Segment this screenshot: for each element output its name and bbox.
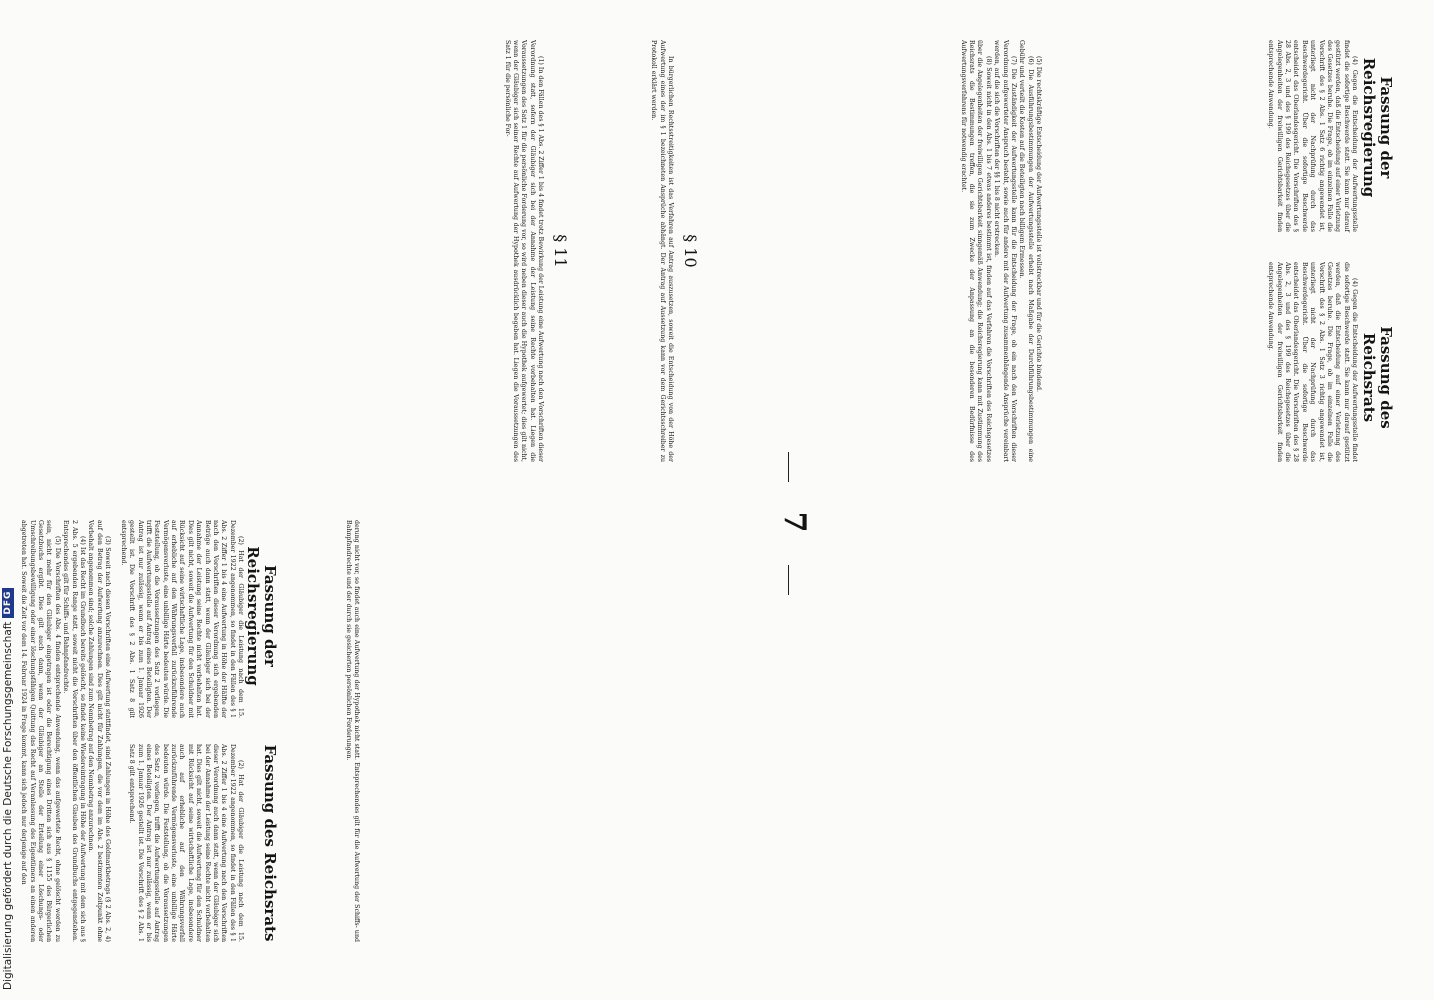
paragraph: (1) In den Fällen des § 1 Abs. 2 Ziffer 1 bis 4 findet trotz Bewirkung der Leistung eine Aufwertung nach den Vorschriften dieser Verordnung statt, sofern der Gläubiger sich bei der Annahme der Leistung seine Rechte vorbehalten hat. Liegen die Voraussetzungen des Satz 1 für die persönliche Forderung vor, so wird neben dieser auch die Hypothek aufgewertet; dies gilt nicht, wenn der Gläubiger sich seiner Rechte auf Aufwertung der Hypothek ausdrücklich begeben hat. Liegen die Voraussetzungen des Satz 1 für die persönliche For- bbox=[503, 40, 544, 462]
section-10-text bbox=[649, 40, 674, 462]
column-reichsrat-bottom bbox=[127, 744, 244, 942]
paragraph: (4) Gegen die Entscheidung der Aufwertungsstelle findet die sofortige Beschwerde statt. Sie kann nur darauf gestützt werden, daß die Entscheidung auf einer Verletzung des Gesetzes beruhe. Die Frage, ob im einzelnen Falle die Vorschrift des § 2 Abs. 1 Satz 3 richtig angewendet ist, unterliegt nicht der Nachprüfung durch das Beschwerdegericht. Über die sofortige Beschwerde entscheidet das Oberlandesgericht. Die Vorschriften des § 28 Abs. 2, 3 und des § 199 des Reichsgesetzes über die Angelegenheiten der freiwilligen Gerichtsbarkeit finden entsprechende Anwendung. bbox=[1267, 262, 1358, 462]
paragraph: (5) Die Vorschriften des Abs. 4 finden entsprechende Anwendung, wenn das aufgewertete Recht, ohne gelöscht worden zu sein, nicht mehr für den Gläubiger eingetragen ist oder die Berechtigung eines Dritten sich aus § 1155 des Bürgerlichen Gesetzbuchs ergibt. Dies gilt auch dann, wenn der Gläubiger an Stelle der Erteilung einer Löschungs- oder Umschreibungsbewilligung oder einer löschungsfähigen Quittung das Recht auf Veranlassung des Eigentümers an einen anderen abgetreten hat. Soweit die Zeit vor dem 14. Februar 1924 in Frage kommt, kann sich jedoch nur derjenige auf den bbox=[20, 520, 61, 942]
section-11-title: § 11 bbox=[551, 234, 570, 268]
heading-reichsregierung-bottom: Fassung der Reichsregierung bbox=[244, 546, 279, 686]
heading-reichsregierung-top: Fassung der Reichsregierung bbox=[1360, 57, 1395, 198]
full-width-text-bottom bbox=[19, 520, 111, 942]
heading-reichsrat-top: Fassung des Reichsrats bbox=[1360, 326, 1395, 429]
paragraph: (2) Hat der Gläubiger die Leistung nach dem 15. Dezember 1922 angenommen, so findet in den Fällen des § 1 Abs. 2 Ziffer 1 bis 4 eine Aufwertung in Höhe der Hälfte der nach den Vorschriften dieser Verordnung sich ergebenden Beträge auch dann statt, wenn der Gläubiger sich bei der Annahme der Leistung seine Rechte nicht vorbehalten hat. Dies gilt nicht, soweit die Aufwertung für den Schuldner mit Rücksicht auf seine wirtschaftliche Lage, insbesondere auch auf erhebliche auf den Währungsverfall zurückzuführende Vermögensverluste, eine unbillige Härte bedeuten würde. Die Feststellung, ob die Voraussetzungen des Satz 2 vorliegen, trifft die Aufwertungsstelle auf Antrag eines Beteiligten. Der Antrag ist nur zulässig, wenn er bis zum 1. Januar 1926 gestellt ist. Die Vorschrift des § 2 Abs. 1 Satz 8 gilt entsprechend. bbox=[119, 520, 244, 718]
column-reichsregierung-top bbox=[1266, 40, 1358, 232]
paragraph: (4) Ist das Recht im Grundbuch bereits gelöscht, so findet keine Wiedereintragung in Höhe der Aufwertung mit dem sich aus § 2 Abs. 5 ergebenden Range statt, soweit nicht die Vorschriften über den öffentlichen Glauben des Grundbuchs entgegenstehen. Entsprechendes gilt für Schiffs- und Bahnpfandrechte. bbox=[62, 520, 86, 942]
paragraph: (2) Hat der Gläubiger die Leistung nach dem 15. Dezember 1922 angenommen, so findet in den Fällen des § 1 Abs. 2 Ziffer 1 bis 4 eine Aufwertung nach den Vorschriften dieser Verordnung auch dann statt, wenn der Gläubiger sich bei der Annahme der Leistung seine Rechte nicht vorbehalten hat. Dies gilt nicht, soweit die Aufwertung für den Schuldner mit Rücksicht auf seine wirtschaftliche Lage, insbesondere auch auf erhebliche auf den Währungsverfall zurückzuführende Vermögensverluste, eine unbillige Härte bedeuten würde. Die Feststellung, ob die Voraussetzungen des Satz 2 vorliegen, trifft die Aufwertungsstelle auf Antrag eines Beteiligten. Der Antrag ist nur zulässig, wenn er bis zum 1. Januar 1926 gestellt ist. Die Vorschrift des § 2 Abs. 1 Satz 8 gilt entsprechend. bbox=[128, 744, 244, 942]
section-11-text bbox=[502, 40, 544, 462]
paragraph: (4) Gegen die Entscheidung der Aufwertungsstelle findet die sofortige Beschwerde statt. Sie kann nur darauf gestützt werden, daß die Entscheidung auf einer Verletzung des Gesetzes beruhe. Die Frage, ob im einzelnen Falle die Vorschrift des § 2 Abs. 1 Satz 6 richtig angewendet ist, unterliegt nicht der Nachprüfung durch das Beschwerdegericht. Über die sofortige Beschwerde entscheidet das Oberlandesgericht. Die Vorschriften des § 28 Abs. 2, 3 und des § 199 des Reichsgesetzes über die Angelegenheiten der freiwilligen Gerichtsbarkeit finden entsprechende Anwendung. bbox=[1267, 40, 1358, 232]
paragraph: (8) Soweit nicht in den Abs. 1 bis 7 etwas anderes bestimmt ist, finden auf das Verfahren die Vorschriften des Reichsgesetzes über die Angelegenheiten der freiwilligen Gerichtsbarkeit sinngemäß Anwendung; die Reichsregierung kann mit Zustimmung des Reichsrats die Bestimmungen treffen, die sie zum Zwecke der Anpassung an die besonderen Bedürfnisse des Aufwertungsverfahrens für notwendig erachtet. bbox=[959, 40, 992, 462]
page-number: 7 bbox=[777, 511, 812, 533]
paragraph: (7) Die Zuständigkeit der Aufwertungsstelle kann für die Entscheidung der Frage, ob ein nach den Vorschriften dieser Verordnung aufgewerteter Anspruch besteht, sowie auch für andere mit der Aufwertung zusammenhängende Ansprüche vereinbart werden, auf die sich die Vorschriften der §§ 1 bis 8 nicht erstrecken. bbox=[993, 40, 1017, 462]
column-reichsrat-top bbox=[1266, 262, 1358, 462]
paragraph: (3) Soweit nach diesen Vorschriften eine Aufwertung stattfindet, sind Zahlungen in Höhe des Goldmarkbetrags (§ 2 Abs. 2, 4) auf den Betrag der Aufwertung anzurechnen. Dies gilt nicht für Zahlungen, die vor dem im Abs. 2 bestimmten Zeitpunkt ohne Vorbehalt angenommen sind; solche Zahlungen sind zum Nennbetrag auf den Nennbetrag anzurechnen. bbox=[87, 520, 111, 942]
dfg-logo: DFG bbox=[2, 588, 14, 618]
page-number-dash-left bbox=[788, 452, 789, 482]
footer-text: Digitalisierung gefördert durch die Deutsche Forschungsgemeinschaft bbox=[2, 621, 14, 990]
footer bbox=[2, 588, 14, 990]
full-width-text-top bbox=[958, 40, 1042, 462]
paragraph: derung nicht vor, so findet auch eine Aufwertung der Hypothek nicht statt. Entsprechendes gilt für die Aufwertung der Schiffs- und Bahnpfandrechte und der durch sie gesicherten persönlichen Forderungen. bbox=[344, 520, 360, 942]
heading-reichsrat-bottom: Fassung des Reichsrats bbox=[261, 744, 279, 942]
page-number-dash-right bbox=[788, 565, 789, 595]
full-width-text-continued bbox=[343, 520, 360, 942]
paragraph: (6) Die Ausführungsbestimmungen der Aufwertungsstelle erhebt nach Maßgabe der Durchführungsbestimmungen eine Gebühr und verteilt die Kosten auf die Beteiligten nach billigem Ermessen. bbox=[1018, 40, 1034, 462]
paragraph: In bürgerlichen Rechtsstreitigkeiten ist das Verfahren auf Antrag auszusetzen, soweit die Entscheidung von der Höhe der Aufwertung eines der im § 1 bezeichneten Ansprüche abhängt. Der Antrag auf Aussetzung kann vor dem Gerichtsschreiber zu Protokoll erklärt werden. bbox=[650, 40, 674, 462]
paragraph: (5) Die rechtskräftige Entscheidung der Aufwertungsstelle ist vollstreckbar und für die Gerichte bindend. bbox=[1035, 56, 1042, 393]
column-reichsregierung-bottom bbox=[119, 520, 244, 718]
section-10-title: § 10 bbox=[681, 234, 700, 268]
